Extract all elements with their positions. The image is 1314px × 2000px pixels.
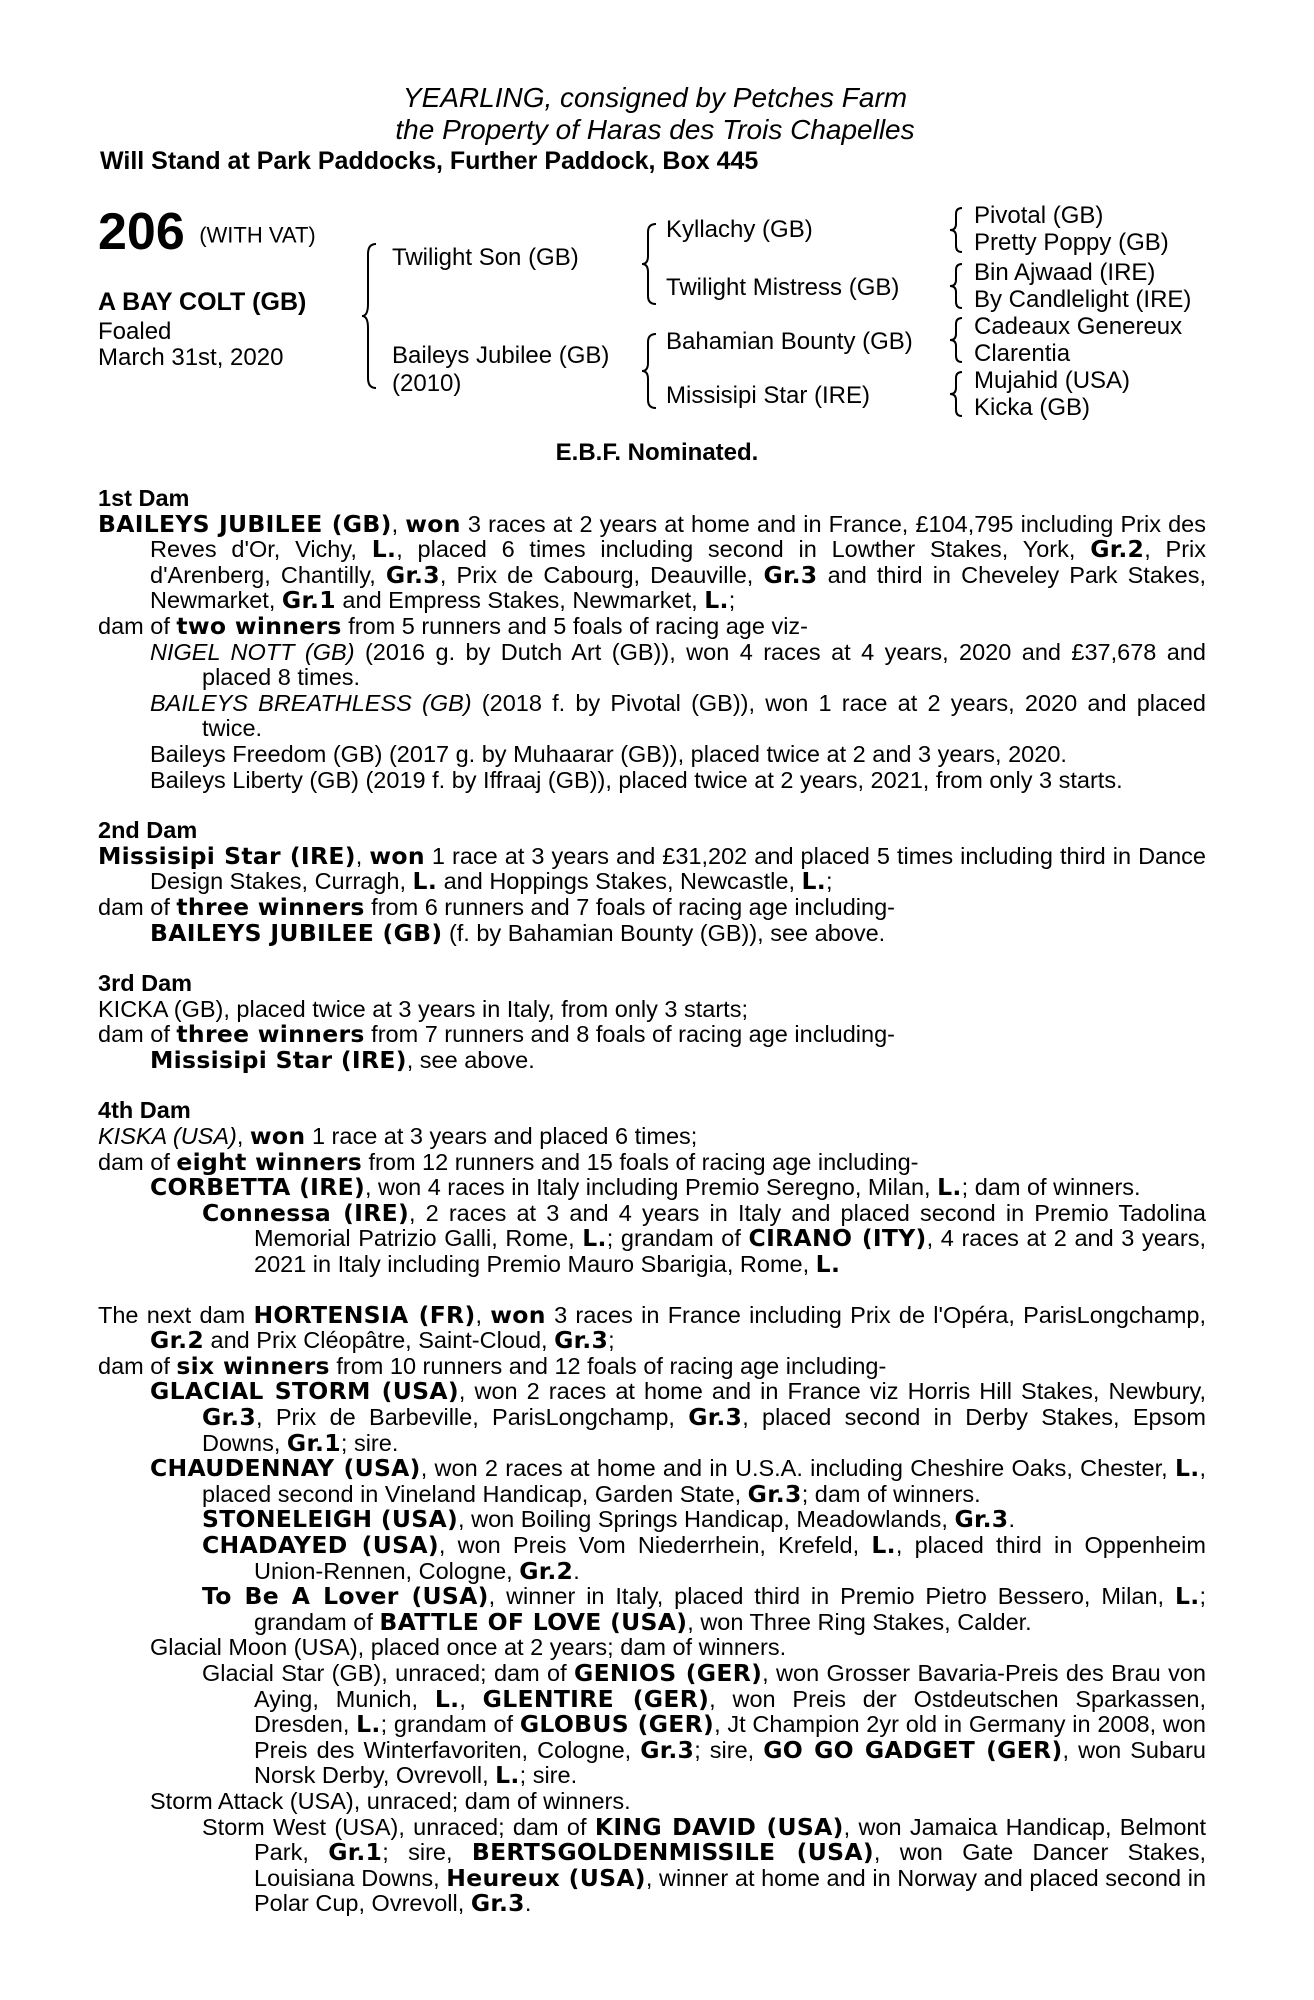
pedigree-bracket-3: [948, 316, 966, 364]
dam-record: Missisipi Star (IRE), won 1 race at 3 years and £31,202 and placed 5 times including third in Dance Design Stakes, Curragh, L. and Hoppings Stakes, Newcastle, L.;: [98, 841, 1206, 896]
produce-summary: dam of three winners from 6 runners and 7 foals of racing age including-: [98, 892, 895, 921]
dam-record: KISKA (USA), won 1 race at 3 years and placed 6 times;: [98, 1122, 698, 1151]
pedigree-sire-sire: Kyllachy (GB): [666, 216, 813, 243]
pedigree-bracket-dam: [640, 332, 660, 410]
produce-entry: NIGEL NOTT (GB) (2016 g. by Dutch Art (GB)), won 4 races at 4 years, 2020 and £37,678 and placed 8 times.: [150, 638, 1206, 691]
fourth-dam-section: [98, 1098, 1206, 1277]
pedigree-dam-year: (2010): [392, 370, 462, 397]
pedigree-dds: Mujahid (USA): [974, 367, 1131, 394]
produce-entry: BAILEYS JUBILEE (GB) (f. by Bahamian Bounty (GB)), see above.: [150, 918, 886, 947]
stand-line: Will Stand at Park Paddocks, Further Paddock, Box 445: [100, 147, 759, 175]
pedigree-sss: Pivotal (GB): [974, 202, 1104, 229]
next-dam-section: [98, 1300, 1207, 1918]
produce-entry: Missisipi Star (IRE), see above.: [150, 1045, 535, 1074]
dam-line-body: [98, 486, 1206, 1917]
pedigree-bracket-1: [948, 206, 966, 254]
pedigree-bracket-sire: [640, 222, 660, 306]
section-heading: 1st Dam: [98, 485, 190, 511]
first-dam-section: [98, 486, 1206, 793]
foaled-label: Foaled: [98, 318, 172, 345]
produce-entry: STONELEIGH (USA), won Boiling Springs Handicap, Meadowlands, Gr.3.: [202, 1505, 1015, 1534]
pedigree-bracket-gen1: [360, 242, 380, 392]
pedigree-sire: Twilight Son (GB): [392, 244, 579, 271]
produce-summary: dam of eight winners from 12 runners and 15 foals of racing age including-: [98, 1147, 919, 1176]
pedigree-dam: Baileys Jubilee (GB): [392, 342, 610, 369]
section-heading: 3rd Dam: [98, 970, 193, 997]
produce-entry: To Be A Lover (USA), winner in Italy, placed third in Premio Pietro Bessero, Milan, L.; grandam of BATTLE OF LOVE (USA), won Three Ring Stakes, Calder.: [202, 1582, 1206, 1636]
pedigree-dam-sire: Bahamian Bounty (GB): [666, 328, 913, 355]
lot-number-value: 206: [98, 203, 185, 261]
produce-entry: Storm Attack (USA), unraced; dam of winners.: [150, 1787, 631, 1814]
ebf-nominated: E.B.F. Nominated.: [555, 439, 759, 466]
produce-entry: Glacial Moon (USA), placed once at 2 years; dam of winners.: [150, 1634, 787, 1661]
produce-summary: dam of three winners from 7 runners and 8 foals of racing age including-: [98, 1020, 895, 1049]
consignor-line: YEARLING, consigned by Petches Farm: [402, 82, 908, 113]
pedigree-dss: Cadeaux Genereux: [974, 313, 1183, 340]
produce-summary: dam of six winners from 10 runners and 12 foals of racing age including-: [98, 1351, 887, 1380]
pedigree-sire-dam: Twilight Mistress (GB): [666, 274, 900, 301]
foaled-date: March 31st, 2020: [98, 344, 284, 371]
pedigree-sdd: By Candlelight (IRE): [974, 286, 1192, 313]
produce-entry: Glacial Star (GB), unraced; dam of GENIOS (GER), won Grosser Bavaria-Preis des Brau von Aying, Munich, L., GLENTIRE (GER), won Preis der Ostdeutschen Sparkassen, Dresden, L.; grandam of GLOBUS (GER), Jt Champion 2yr old in Germany in 2008, won Preis des Winterfavoriten, Cologne, Gr.3; sire, GO GO GADGET (GER), won Subaru Norsk Derby, Ovrevoll, L.; sire.: [202, 1658, 1207, 1790]
produce-entry: CORBETTA (IRE), won 4 races in Italy including Premio Seregno, Milan, L.; dam of winners.: [150, 1173, 1141, 1202]
property-line: the Property of Haras des Trois Chapelles: [395, 114, 915, 145]
produce-entry: GLACIAL STORM (USA), won 2 races at home and in France viz Horris Hill Stakes, Newbury, Gr.3, Prix de Barbeville, ParisLongchamp, Gr.3, placed second in Derby Stakes, Epsom Downs, Gr.1; sire.: [150, 1377, 1206, 1457]
produce-entry: Baileys Liberty (GB) (2019 f. by Iffraaj (GB)), placed twice at 2 years, 2021, from only 3 starts.: [150, 766, 1123, 793]
lot-title: A BAY COLT (GB): [98, 288, 307, 316]
third-dam-section: [98, 971, 1206, 1073]
dam-record: BAILEYS JUBILEE (GB), won 3 races at 2 years at home and in France, £104,795 including Prix des Reves d'Or, Vichy, L., placed 6 times including second in Lowther Stakes, York, Gr.2, Prix d'Arenberg, Chantilly, Gr.3, Prix de Cabourg, Deauville, Gr.3 and third in Cheveley Park Stakes, Newmarket, Gr.1 and Empress Stakes, Newmarket, L.;: [98, 509, 1206, 615]
dam-record: The next dam HORTENSIA (FR), won 3 races in France including Prix de l'Opéra, ParisLongchamp, Gr.2 and Prix Cléopâtre, Saint-Cloud, Gr.3;: [98, 1300, 1206, 1355]
lot-number: [98, 204, 316, 263]
produce-summary: dam of two winners from 5 runners and 5 foals of racing age viz-: [98, 611, 809, 640]
pedigree-bracket-4: [948, 370, 966, 418]
second-dam-section: [98, 818, 1206, 946]
dam-record: KICKA (GB), placed twice at 3 years in Italy, from only 3 starts;: [98, 995, 748, 1022]
pedigree-ddd: Kicka (GB): [974, 394, 1091, 421]
produce-entry: Connessa (IRE), 2 races at 3 and 4 years in Italy and placed second in Premio Tadolina Memorial Patrizio Galli, Rome, L.; grandam of CIRANO (ITY), 4 races at 2 and 3 years, 2021 in Italy including Premio Mauro Sbarigia, Rome, L.: [202, 1198, 1206, 1279]
produce-entry: CHADAYED (USA), won Preis Vom Niederrhein, Krefeld, L., placed third in Oppenheim Union-Rennen, Cologne, Gr.2.: [202, 1530, 1206, 1585]
produce-entry: Baileys Freedom (GB) (2017 g. by Muhaarar (GB)), placed twice at 2 and 3 years, 2020.: [150, 740, 1067, 767]
pedigree-bracket-2: [948, 262, 966, 310]
section-heading: 4th Dam: [98, 1097, 191, 1124]
pedigree-sds: Bin Ajwaad (IRE): [974, 259, 1156, 286]
vat-note: (WITH VAT): [199, 222, 316, 248]
pedigree-dam-dam: Missisipi Star (IRE): [666, 382, 871, 409]
produce-entry: Storm West (USA), unraced; dam of KING DAVID (USA), won Jamaica Handicap, Belmont Park, Gr.1; sire, BERTSGOLDENMISSILE (USA), won Gate Dancer Stakes, Louisiana Downs, Heureux (USA), winner at home and in Norway and placed second in Polar Cup, Ovrevoll, Gr.3.: [202, 1812, 1206, 1918]
produce-entry: CHAUDENNAY (USA), won 2 races at home and in U.S.A. including Cheshire Oaks, Chester, L., placed second in Vineland Handicap, Garden State, Gr.3; dam of winners.: [150, 1454, 1206, 1508]
pedigree-dsd: Clarentia: [974, 340, 1071, 367]
pedigree-ssd: Pretty Poppy (GB): [974, 229, 1169, 256]
produce-entry: BAILEYS BREATHLESS (GB) (2018 f. by Pivotal (GB)), won 1 race at 2 years, 2020 and placed twice.: [150, 689, 1206, 742]
section-heading: 2nd Dam: [98, 817, 198, 844]
